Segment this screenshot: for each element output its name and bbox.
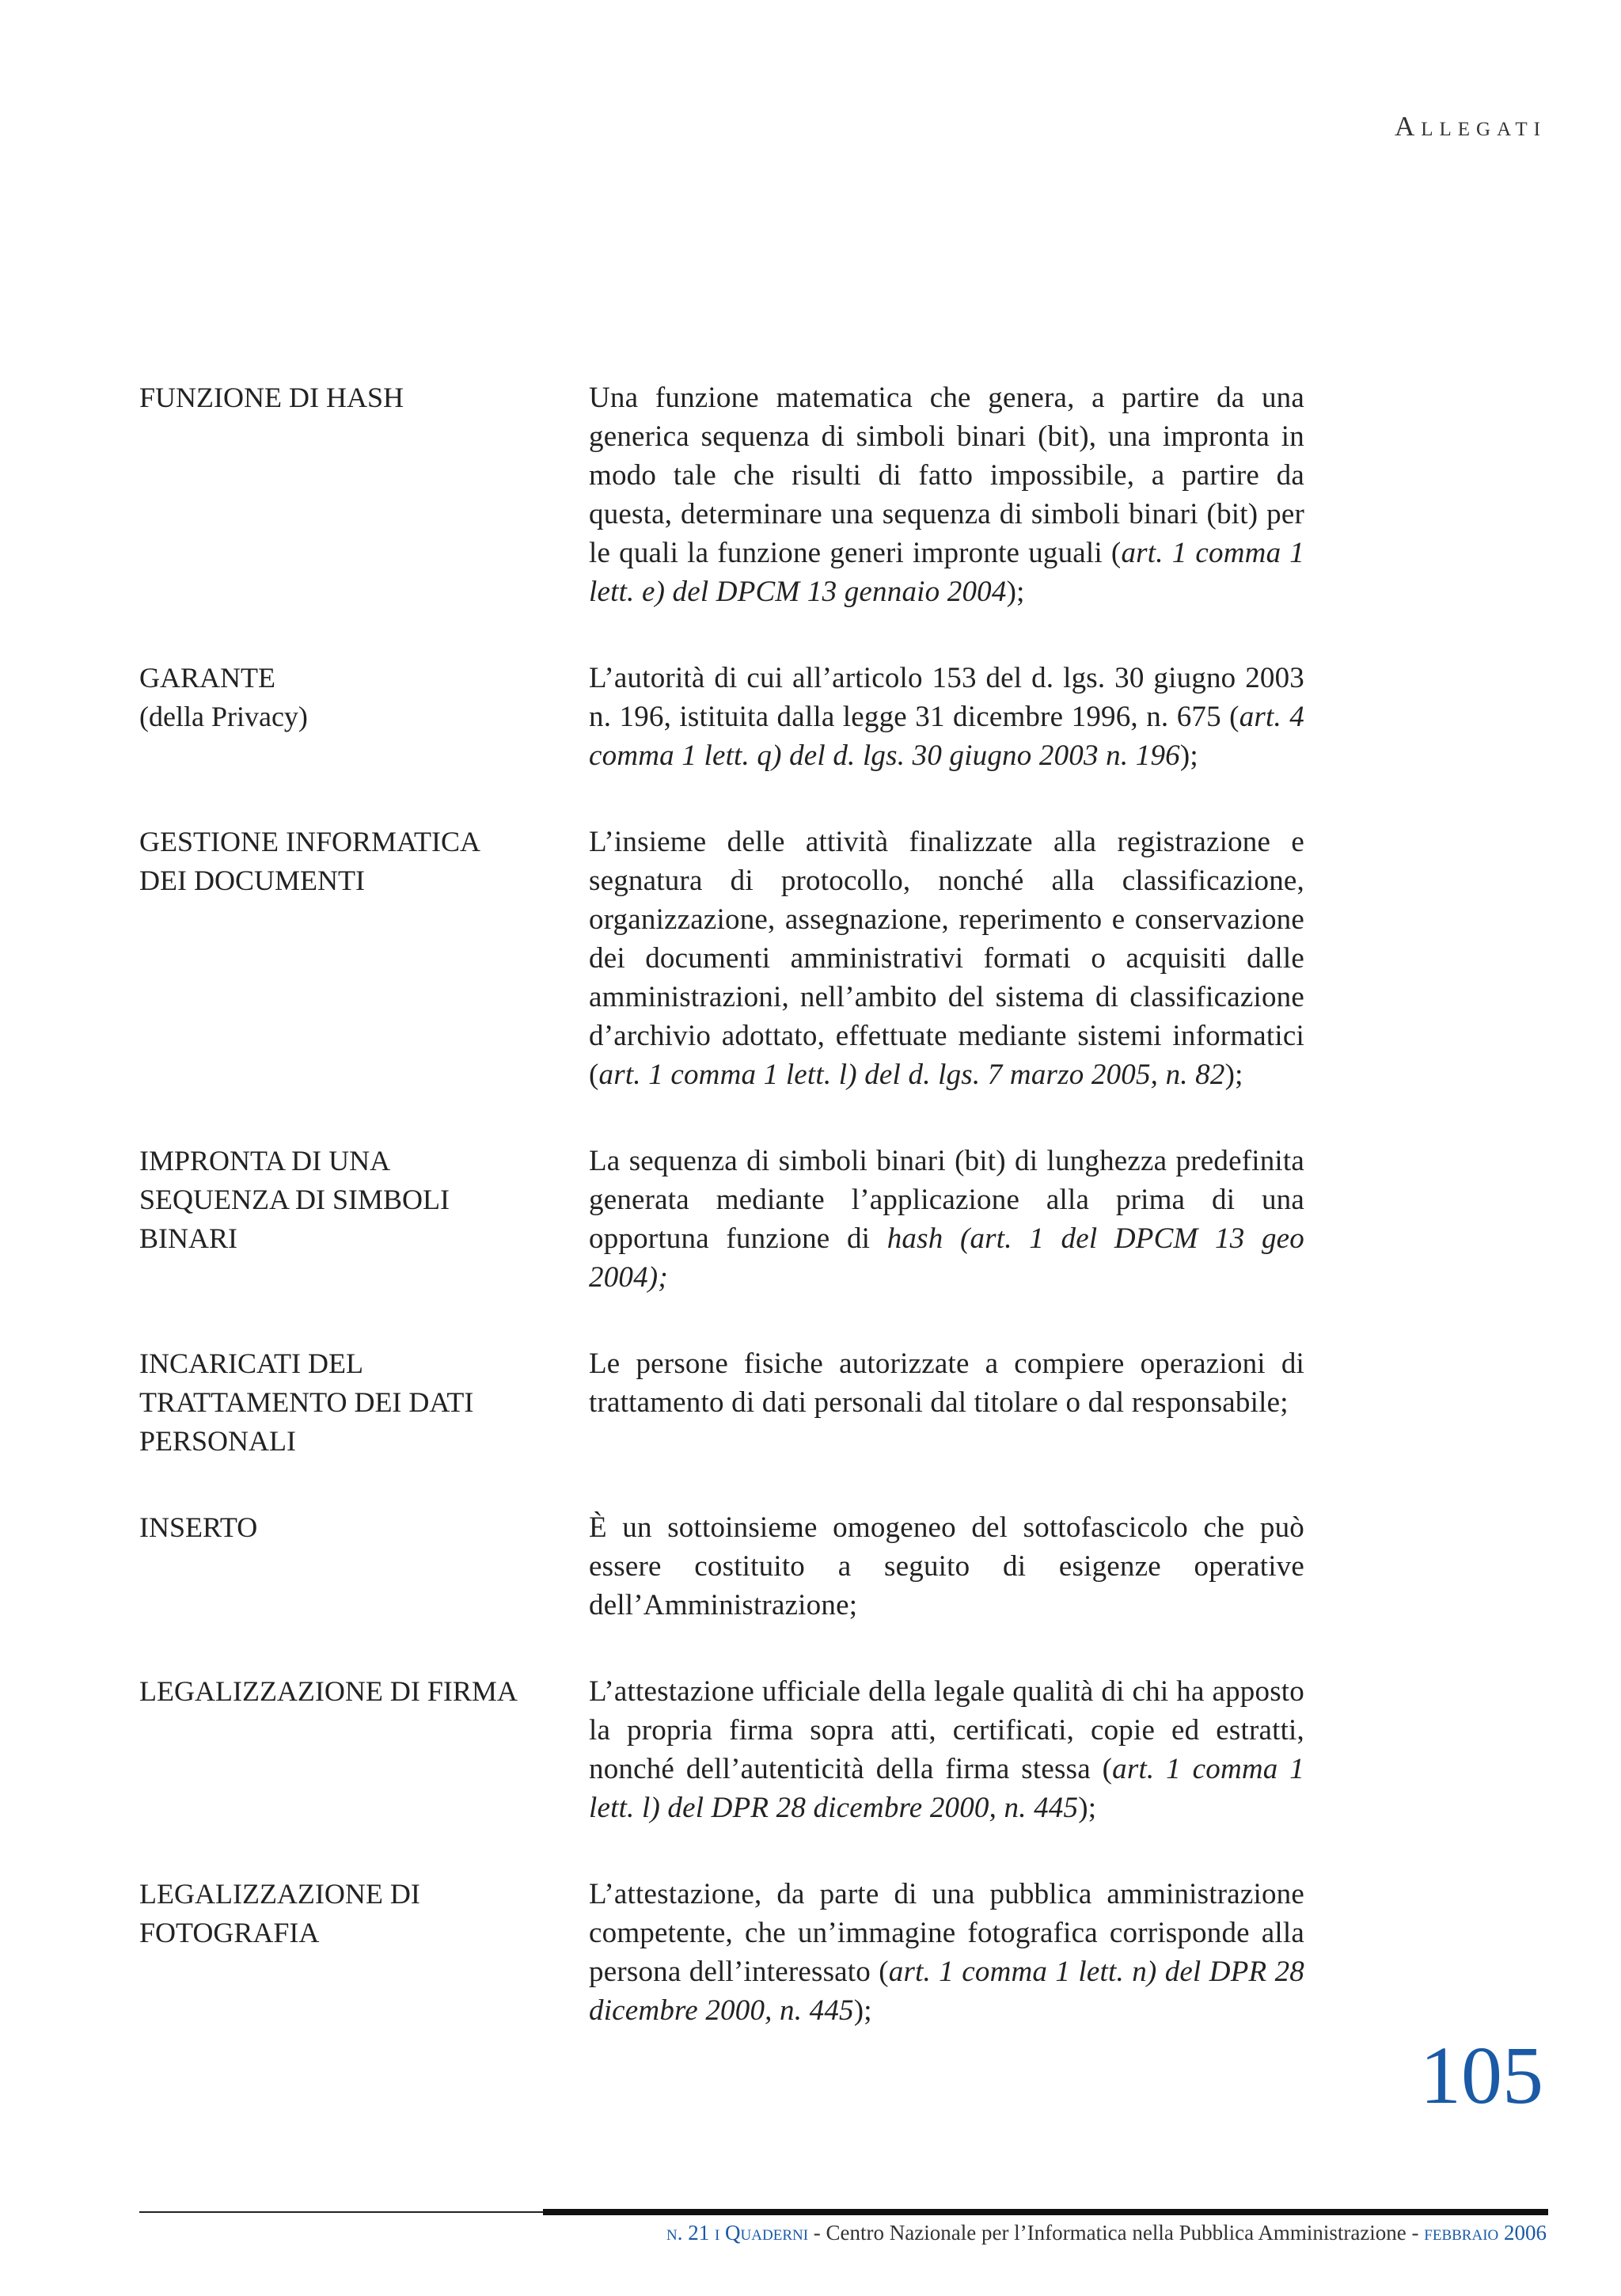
definition-citation: art. 1 comma 1 lett. l) del d. lgs. 7 marzo 2005, n. 82 <box>598 1059 1225 1091</box>
glossary-entry <box>139 1508 1319 1625</box>
definition-citation: art. 1 comma 1 lett. n) del DPR 28 dicembre 2000, n. 445 <box>589 1956 1304 2027</box>
glossary-entry <box>139 378 1319 611</box>
glossary-list <box>139 378 1319 2077</box>
definition-text: L’insieme delle attività finalizzate alla registrazione e segnatura di protocollo, nonché alla classificazione, organizzazione, assegnazione, reperimento e conservazione dei documenti amministrativi formati o acquisiti dalle amministrazioni, nell’ambito del sistema di classificazione d’archivio adottato, effettuate mediante sistemi informatici ( <box>589 826 1304 1091</box>
definition-citation: art. 1 comma 1 lett. e) del DPCM 13 gennaio 2004 <box>589 537 1304 608</box>
definition-citation: hash (art. 1 del DPCM 13 geo 2004); <box>589 1222 1304 1294</box>
page-number: 105 <box>1420 2030 1543 2121</box>
glossary-term: LEGALIZZAZIONE DI FIRMA <box>139 1675 518 1707</box>
footer-org: - Centro Nazionale per l’Informatica nella Pubblica Amministrazione - <box>813 2221 1419 2245</box>
footer-series: Quaderni <box>725 2221 809 2245</box>
glossary-definition <box>589 1672 1304 1827</box>
glossary-term: LEGALIZZAZIONE DI FOTOGRAFIA <box>139 1878 420 1948</box>
definition-citation: art. 4 comma 1 lett. q) del d. lgs. 30 giugno 2003 n. 196 <box>589 701 1304 772</box>
definition-citation: art. 1 comma 1 lett. l) del DPR 28 dicembre 2000, n. 445 <box>589 1753 1304 1824</box>
glossary-definition <box>589 823 1304 1094</box>
footer <box>666 2221 1547 2245</box>
running-header: Allegati <box>1394 111 1547 142</box>
glossary-definition <box>589 1344 1304 1461</box>
definition-text: ); <box>1006 576 1025 608</box>
glossary-entry <box>139 1344 1319 1461</box>
glossary-definition <box>589 378 1304 611</box>
definition-text: L’attestazione, da parte di una pubblica amministrazione competente, che un’immagine fotografica corrisponde alla persona dell’interessato ( <box>589 1878 1304 1988</box>
glossary-entry <box>139 1875 1319 2030</box>
glossary-definition <box>589 1508 1304 1625</box>
footer-issue: n. 21 <box>666 2221 710 2245</box>
footer-rule-thin <box>139 2211 543 2213</box>
glossary-entry <box>139 823 1319 1094</box>
definition-text: La sequenza di simboli binari (bit) di lunghezza predefinita generata mediante l’applicazione alla prima di una opportuna funzione di <box>589 1145 1304 1255</box>
glossary-term: GESTIONE INFORMATICA DEI DOCUMENTI <box>139 826 480 896</box>
definition-text: L’attestazione ufficiale della legale qualità di chi ha apposto la propria firma sopra atti, certificati, copie ed estratti, nonché dell’autenticità della firma stessa ( <box>589 1675 1304 1785</box>
glossary-term: GARANTE (della Privacy) <box>139 662 308 732</box>
glossary-definition <box>589 1142 1304 1297</box>
footer-separator: i <box>714 2221 720 2245</box>
glossary-term: INCARICATI DEL TRATTAMENTO DEI DATI PERSONALI <box>139 1348 474 1457</box>
definition-text: ); <box>1224 1059 1243 1091</box>
definition-text: ); <box>1078 1792 1097 1824</box>
glossary-term: IMPRONTA DI UNA SEQUENZA DI SIMBOLI BINARI <box>139 1145 450 1254</box>
glossary-definition <box>589 1875 1304 2030</box>
glossary-term: INSERTO <box>139 1511 258 1543</box>
glossary-term: FUNZIONE DI HASH <box>139 382 404 413</box>
definition-text: Le persone fisiche autorizzate a compiere operazioni di trattamento di dati personali dal titolare o dal responsabile; <box>589 1348 1304 1419</box>
glossary-entry <box>139 1142 1319 1297</box>
footer-date: febbraio 2006 <box>1424 2221 1547 2245</box>
definition-text: ); <box>853 1994 872 2027</box>
definition-text: L’autorità di cui all’articolo 153 del d. lgs. 30 giugno 2003 n. 196, istituita dalla legge 31 dicembre 1996, n. 675 ( <box>589 662 1304 733</box>
definition-text: ); <box>1179 739 1198 772</box>
glossary-definition <box>589 659 1304 775</box>
glossary-entry <box>139 659 1319 775</box>
definition-text: È un sottoinsieme omogeneo del sottofascicolo che può essere costituito a seguito di esigenze operative dell’Amministrazione; <box>589 1511 1304 1621</box>
footer-rule-thick <box>543 2209 1548 2215</box>
glossary-entry <box>139 1672 1319 1827</box>
definition-text: Una funzione matematica che genera, a partire da una generica sequenza di simboli binari (bit), una impronta in modo tale che risulti di fatto impossibile, a partire da questa, determinare una sequenza di simboli binari (bit) per le quali la funzione generi impronte uguali ( <box>589 382 1304 569</box>
